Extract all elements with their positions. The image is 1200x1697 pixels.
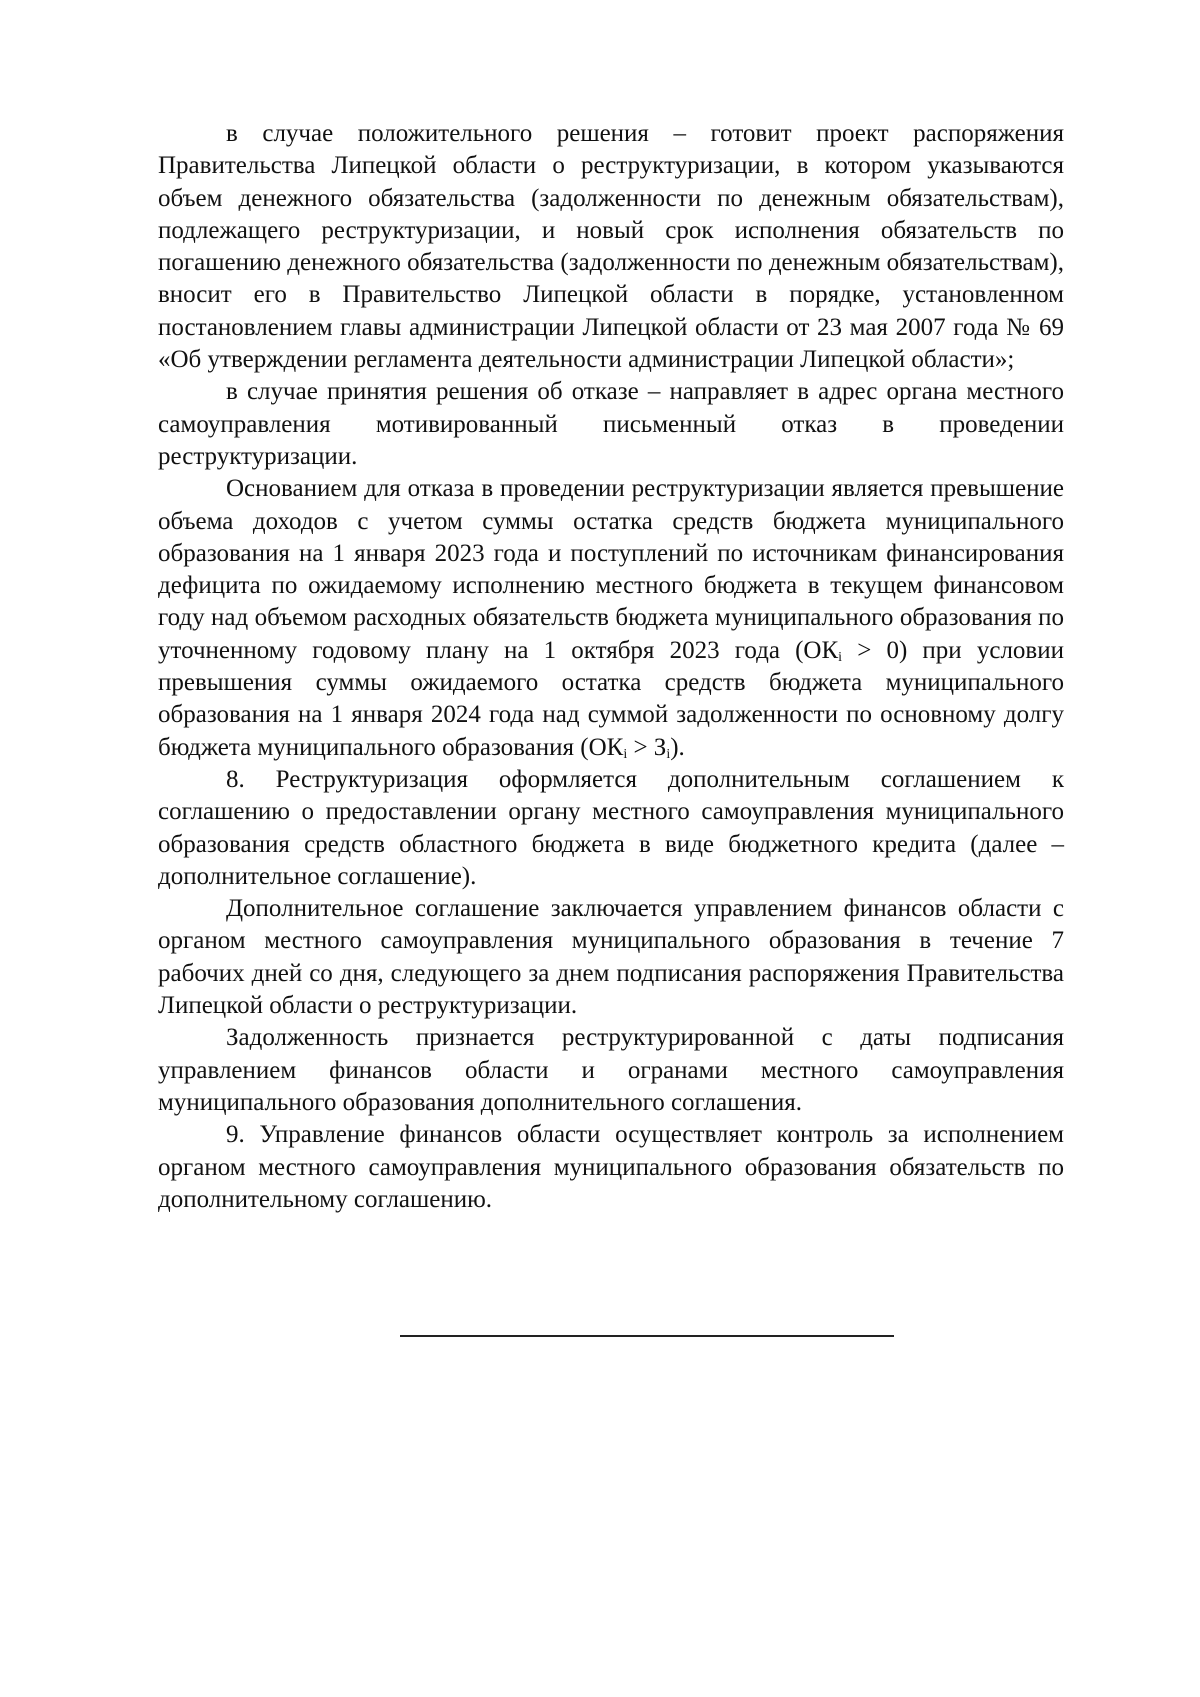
refusal-grounds-text-4: ). [670,733,685,761]
paragraph-additional-agreement: Дополнительное соглашение заключается управлением финансов области с органом местного самоуправления муниципального образования в течение 7 рабочих дней со дня, следующего за днем подписания распоряжения Правительства Липецкой области о реструктуризации. [158,895,1064,1020]
subscript-i-1: i [838,649,843,665]
paragraph-positive-decision: в случае положительного решения – готовит проект распоряжения Правительства Липецкой области о реструктуризации, в котором указываются объем денежного обязательства (задолженности по денежным обязательствам), подлежащего реструктуризации, и новый срок исполнения обязательств по погашению денежного обязательства (задолженности по денежным обязательствам), вносит его в Правительство Липецкой области в порядке, установленном постановлением главы администрации Липецкой области от 23 мая 2007 года № 69 «Об утверждении регламента деятельности администрации Липецкой области»; [158,120,1064,374]
subscript-i-3: i [666,746,671,762]
paragraph-refusal-grounds [158,473,1064,764]
refusal-grounds-text-3: > З [627,733,667,761]
paragraph-item-8: 8. Реструктуризация оформляется дополнительным соглашением к соглашению о предоставлении органу местного самоуправления муниципального образования средств областного бюджета в виде бюджетного кредита (далее – дополнительное соглашение). [158,765,1064,890]
paragraph-item-9: 9. Управление финансов области осуществляет контроль за исполнением органом местного самоуправления муниципального образования обязательств по дополнительному соглашению. [158,1121,1064,1213]
subscript-i-2: i [623,746,628,762]
paragraph-refusal-decision: в случае принятия решения об отказе – направляет в адрес органа местного самоуправления мотивированный письменный отказ в проведении реструктуризации. [158,378,1064,470]
paragraph-debt-restructured: Задолженность признается реструктурированной с даты подписания управлением финансов области и огранами местного самоуправления муниципального образования дополнительного соглашения. [158,1024,1064,1116]
refusal-grounds-text-1: Основанием для отказа в проведении реструктуризации является превышение объема доходов с учетом суммы остатка средств бюджета муниципального образования на 1 января 2023 года и поступлений по источникам финансирования дефицита по ожидаемому исполнению местного бюджета в текущем финансовом году над объемом расходных обязательств бюджета муниципального образования по уточненному годовому плану на 1 октября 2023 года (ОК [158,475,1064,664]
document-body [158,118,1064,1216]
end-of-document-line [400,1335,894,1337]
refusal-grounds-text-2: > 0) при условии превышения суммы ожидаемого остатка средств бюджета муниципального образования на 1 января 2024 года над суммой задолженности по основному долгу бюджета муниципального образования (ОК [158,636,1064,761]
